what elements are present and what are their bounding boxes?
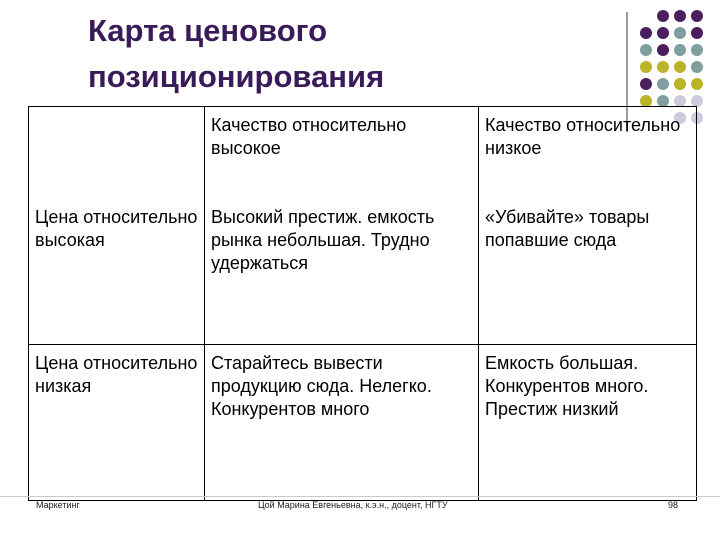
column-header-high-quality: Качество относительно высокое bbox=[211, 115, 407, 158]
cell-low-quality-high-price bbox=[479, 107, 697, 345]
footer-left: Маркетинг bbox=[36, 500, 80, 510]
decorative-dot bbox=[657, 27, 669, 39]
title-line-1: Карта ценового bbox=[88, 13, 328, 48]
title-line-2: позиционирования bbox=[88, 59, 385, 94]
decorative-dot bbox=[674, 27, 686, 39]
table-row bbox=[29, 345, 697, 501]
decorative-dot bbox=[640, 27, 652, 39]
footer-center: Цой Марина Евгеньевна, к.э.н., доцент, НГТУ bbox=[258, 500, 448, 510]
row-label-low-price bbox=[29, 345, 205, 501]
decorative-dot bbox=[657, 44, 669, 56]
decorative-dot bbox=[691, 44, 703, 56]
price-positioning-table bbox=[28, 106, 697, 501]
cell-text: Старайтесь вывести продукцию сюда. Нелегко. Конкурентов много bbox=[211, 353, 432, 419]
cell-low-quality-low-price bbox=[479, 345, 697, 501]
decorative-dot bbox=[674, 10, 686, 22]
cell-high-quality-high-price bbox=[205, 107, 479, 345]
decorative-dot bbox=[691, 10, 703, 22]
cell-high-quality-low-price bbox=[205, 345, 479, 501]
decorative-dot bbox=[657, 61, 669, 73]
row-label: Цена относительно низкая bbox=[35, 353, 198, 396]
decorative-dot bbox=[691, 61, 703, 73]
decorative-dot bbox=[640, 61, 652, 73]
decorative-dot bbox=[640, 44, 652, 56]
table-row bbox=[29, 107, 697, 345]
cell-text: Высокий престиж. емкость рынка небольшая. Трудно удержаться bbox=[211, 207, 435, 273]
decorative-dot bbox=[691, 27, 703, 39]
decorative-dot bbox=[691, 78, 703, 90]
decorative-dot bbox=[657, 10, 669, 22]
decorative-dot bbox=[674, 78, 686, 90]
header-col1 bbox=[35, 114, 198, 206]
decorative-dot bbox=[657, 78, 669, 90]
row-label-high-price bbox=[29, 107, 205, 345]
page-number: 98 bbox=[668, 500, 679, 510]
column-header-low-quality: Качество относительно низкое bbox=[485, 115, 681, 158]
decorative-dot bbox=[674, 61, 686, 73]
decorative-dot bbox=[674, 44, 686, 56]
decorative-dot bbox=[640, 78, 652, 90]
row-label: Цена относительно высокая bbox=[35, 207, 198, 250]
cell-text: Емкость большая. Конкурентов много. Престиж низкий bbox=[485, 353, 649, 419]
cell-text: «Убивайте» товары попавшие сюда bbox=[485, 207, 650, 250]
slide-footer bbox=[0, 496, 720, 513]
